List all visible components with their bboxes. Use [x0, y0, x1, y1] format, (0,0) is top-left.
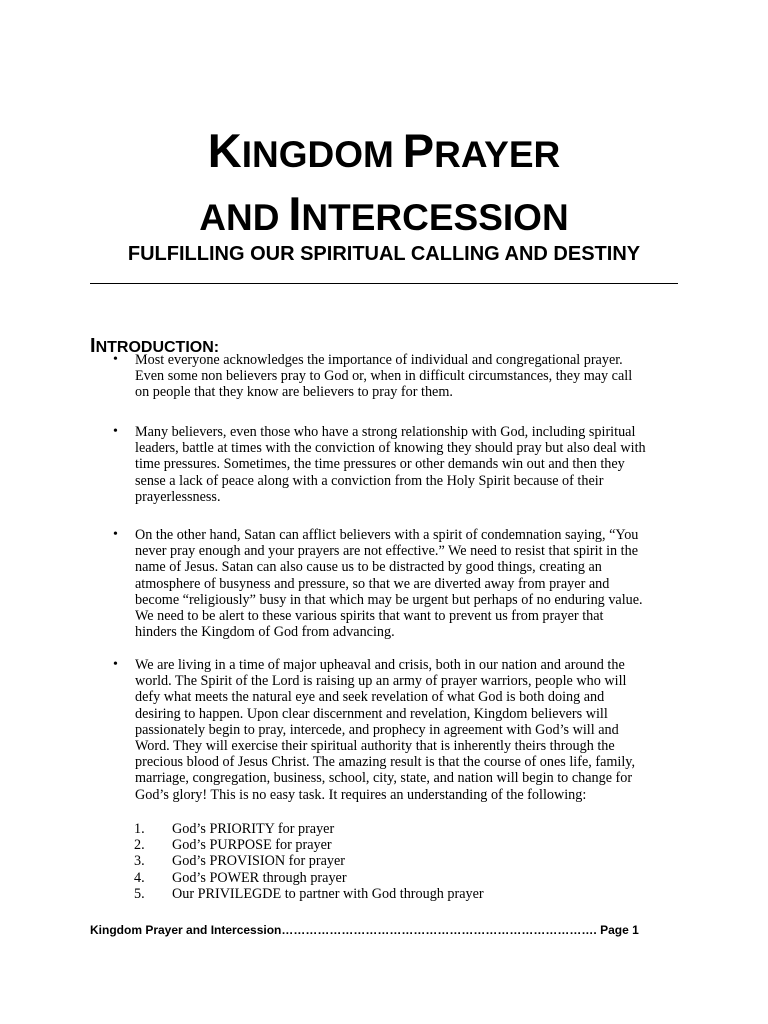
- text-line: world. The Spirit of the Lord is raising up an army of prayer warriors, people who will: [135, 673, 627, 690]
- list-item-text: God’s PURPOSE for prayer: [172, 837, 332, 854]
- intro-paragraph-2: [135, 424, 683, 505]
- text-line: We are living in a time of major upheaval and crisis, both in our nation and around the: [135, 657, 625, 673]
- text-line: prayerlessness.: [135, 488, 221, 505]
- numbered-list: [134, 821, 484, 902]
- list-item-text: God’s PRIORITY for prayer: [172, 821, 335, 837]
- text-line: Even some non believers pray to God or, when in difficult circumstances, they may call: [135, 368, 633, 385]
- text-line: time pressures. Sometimes, the time pressures or other demands win out and then they: [135, 456, 625, 473]
- text-line: never pray enough and your prayers are not effective.” We need to resist that spirit in the: [135, 543, 638, 560]
- bullet-marker: •: [113, 352, 118, 367]
- footer-page-number: Page 1: [600, 923, 639, 937]
- text-line: Most everyone acknowledges the importance of individual and congregational prayer.: [135, 352, 623, 368]
- title-underline-rule: [90, 283, 678, 284]
- list-item: [134, 886, 484, 902]
- text-line: God’s glory! This is no easy task. It requires an understanding of the following:: [135, 786, 587, 803]
- bullet-marker: •: [113, 657, 118, 672]
- text-line: Many believers, even those who have a strong relationship with God, including spiritual: [135, 424, 636, 440]
- footer-title: Kingdom Prayer and Intercession: [90, 923, 282, 937]
- text-line: become “religiously” busy in that which may be urgent but perhaps of no enduring value.: [135, 591, 643, 608]
- footer-dot-leader: …………………………………………………………………….: [281, 923, 597, 937]
- text-line: atmosphere of busyness and pressure, so that we are diverted away from prayer and: [135, 575, 610, 592]
- text-line: passionately begin to pray, intercede, and prophecy in agreement with God’s will and: [135, 721, 619, 738]
- intro-paragraph-1: [135, 352, 683, 401]
- list-item-number: 2.: [134, 837, 145, 854]
- intro-paragraph-3: [135, 527, 683, 640]
- list-item: [134, 853, 484, 869]
- document-title-line-2: AND INTERCESSION: [199, 187, 569, 240]
- text-line: precious blood of Jesus Christ. The amazing result is that the course of ones life, family,: [135, 754, 635, 771]
- list-item-text: God’s PROVISION for prayer: [172, 853, 345, 870]
- text-line: desiring to happen. Upon clear discernment and revelation, Kingdom believers will: [135, 705, 608, 722]
- list-item: [134, 837, 484, 853]
- list-item-number: 5.: [134, 885, 145, 902]
- document-subtitle: FULFILLING OUR SPIRITUAL CALLING AND DESTINY: [127, 243, 641, 265]
- page-footer: [90, 923, 670, 937]
- list-item-text: God’s POWER through prayer: [172, 869, 347, 886]
- text-line: on people that they know are believers to pray for them.: [135, 384, 453, 401]
- list-item: [134, 870, 484, 886]
- text-line: sense a lack of peace along with a conviction from the Holy Spirit because of their: [135, 472, 604, 489]
- text-line: On the other hand, Satan can afflict believers with a spirit of condemnation saying, “You: [135, 527, 639, 543]
- text-line: hinders the Kingdom of God from advancing.: [135, 624, 395, 641]
- intro-paragraph-4: [135, 657, 683, 803]
- list-item-number: 3.: [134, 853, 145, 870]
- list-item-number: 4.: [134, 869, 145, 886]
- section-heading-introduction: INTRODUCTION:: [90, 334, 220, 357]
- list-item-number: 1.: [134, 821, 145, 837]
- bullet-marker: •: [113, 424, 118, 439]
- bullet-marker: •: [113, 527, 118, 542]
- text-line: defy what meets the natural eye and seek revelation of what God is both doing and: [135, 689, 605, 706]
- text-line: We need to be alert to these various spirits that want to prevent us from prayer that: [135, 608, 604, 625]
- text-line: marriage, congregation, business, school, city, state, and nation will begin to change for: [135, 770, 633, 787]
- list-item: [134, 821, 484, 837]
- text-line: leaders, battle at times with the conviction of knowing they should pray but also deal with: [135, 440, 646, 457]
- text-line: name of Jesus. Satan can also cause us to be distracted by good things, creating an: [135, 559, 602, 576]
- list-item-text: Our PRIVILEGDE to partner with God through prayer: [172, 885, 484, 902]
- document-title-line-1: KINGDOM PRAYER: [207, 124, 561, 177]
- text-line: Word. They will exercise their spiritual authority that is inherently theirs through the: [135, 738, 615, 755]
